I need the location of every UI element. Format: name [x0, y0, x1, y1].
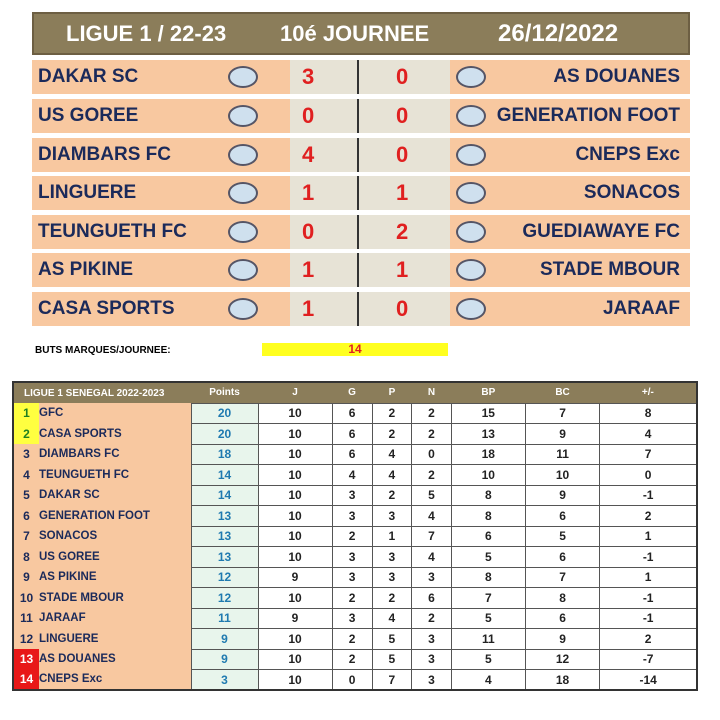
goals-for: 18: [451, 444, 525, 465]
won: 2: [332, 588, 372, 609]
home-score: 1: [302, 180, 315, 205]
goals-value: 14: [262, 343, 448, 356]
goals-for: 13: [451, 424, 525, 445]
drawn: 3: [412, 670, 452, 691]
drawn: 0: [412, 444, 452, 465]
played: 10: [258, 444, 332, 465]
score-divider: [357, 99, 359, 133]
home-club-logo-icon: [228, 182, 258, 204]
won: 6: [332, 424, 372, 445]
home-club-logo-icon: [228, 144, 258, 166]
goals-for: 8: [451, 567, 525, 588]
column-header: BP: [451, 382, 525, 403]
league-title: LIGUE 1 / 22-23: [66, 20, 227, 46]
away-club-logo-icon: [456, 144, 486, 166]
home-club-logo-icon: [228, 105, 258, 127]
home-score: 1: [302, 296, 315, 321]
goals-for: 4: [451, 670, 525, 691]
table-row: [13, 567, 697, 588]
away-club-logo-icon: [456, 221, 486, 243]
won: 4: [332, 465, 372, 486]
rank: 8: [13, 547, 39, 568]
goal-diff: 4: [600, 424, 697, 445]
away-score: 0: [396, 103, 409, 128]
lost: 4: [372, 444, 412, 465]
drawn: 5: [412, 485, 452, 506]
home-team: AS PIKINE: [38, 259, 134, 280]
rank: 5: [13, 485, 39, 506]
won: 0: [332, 670, 372, 691]
team-name: AS PIKINE: [39, 567, 191, 588]
points: 12: [191, 567, 258, 588]
table-row: [13, 465, 697, 486]
goal-diff: -1: [600, 588, 697, 609]
home-score: 1: [302, 257, 315, 282]
goal-diff: 2: [600, 629, 697, 650]
away-team: AS DOUANES: [553, 66, 680, 87]
played: 10: [258, 670, 332, 691]
home-club-logo-icon: [228, 259, 258, 281]
team-name: CNEPS Exc: [39, 670, 191, 691]
won: 6: [332, 444, 372, 465]
played: 9: [258, 567, 332, 588]
played: 10: [258, 465, 332, 486]
goals-against: 8: [525, 588, 599, 609]
lost: 2: [372, 403, 412, 424]
won: 2: [332, 629, 372, 650]
rank: 14: [13, 670, 39, 691]
lost: 2: [372, 424, 412, 445]
away-team: STADE MBOUR: [539, 259, 680, 280]
points: 13: [191, 547, 258, 568]
column-header: J: [258, 382, 332, 403]
rank: 11: [13, 608, 39, 629]
won: 3: [332, 547, 372, 568]
goal-diff: 1: [600, 567, 697, 588]
won: 2: [332, 526, 372, 547]
home-team: DIAMBARS FC: [38, 144, 171, 165]
home-club-logo-icon: [228, 298, 258, 320]
team-name: DAKAR SC: [39, 485, 191, 506]
played: 10: [258, 506, 332, 527]
team-name: GFC: [39, 403, 191, 424]
goals-for: 8: [451, 506, 525, 527]
away-club-logo-icon: [456, 105, 486, 127]
score-divider: [357, 176, 359, 210]
score-divider: [357, 215, 359, 249]
points: 9: [191, 629, 258, 650]
rank: 13: [13, 649, 39, 670]
column-header: +/-: [600, 382, 697, 403]
goal-diff: 8: [600, 403, 697, 424]
goal-diff: 1: [600, 526, 697, 547]
drawn: 4: [412, 506, 452, 527]
home-club-logo-icon: [228, 66, 258, 88]
points: 14: [191, 465, 258, 486]
points: 12: [191, 588, 258, 609]
rank: 10: [13, 588, 39, 609]
lost: 5: [372, 649, 412, 670]
points: 3: [191, 670, 258, 691]
match-row: [32, 60, 690, 94]
goals-against: 11: [525, 444, 599, 465]
points: 20: [191, 403, 258, 424]
column-header: G: [332, 382, 372, 403]
goals-against: 18: [525, 670, 599, 691]
match-row: [32, 253, 690, 287]
away-team: GENERATION FOOT: [496, 105, 680, 126]
home-club-logo-icon: [228, 221, 258, 243]
played: 10: [258, 485, 332, 506]
matchday-header: [32, 12, 690, 55]
away-team: JARAAF: [602, 298, 680, 319]
lost: 5: [372, 629, 412, 650]
table-row: [13, 506, 697, 527]
goals-against: 6: [525, 506, 599, 527]
goals-label: BUTS MARQUES/JOURNEE:: [35, 345, 171, 356]
points: 20: [191, 424, 258, 445]
match-date: 26/12/2022: [498, 19, 619, 47]
match-row: [32, 292, 690, 326]
goals-for: 7: [451, 588, 525, 609]
won: 3: [332, 485, 372, 506]
points: 13: [191, 526, 258, 547]
played: 10: [258, 526, 332, 547]
table-row: [13, 608, 697, 629]
away-team: SONACOS: [583, 182, 680, 203]
table-row: [13, 424, 697, 445]
match-row: [32, 176, 690, 210]
drawn: 2: [412, 465, 452, 486]
goals-for: 8: [451, 485, 525, 506]
points: 11: [191, 608, 258, 629]
drawn: 7: [412, 526, 452, 547]
points: 18: [191, 444, 258, 465]
rank: 12: [13, 629, 39, 650]
rank: 7: [13, 526, 39, 547]
drawn: 3: [412, 649, 452, 670]
played: 10: [258, 588, 332, 609]
table-row: [13, 649, 697, 670]
goals-for: 5: [451, 608, 525, 629]
points: 14: [191, 485, 258, 506]
column-header: BC: [525, 382, 599, 403]
away-score: 1: [396, 180, 409, 205]
goal-diff: 2: [600, 506, 697, 527]
score-divider: [357, 253, 359, 287]
drawn: 6: [412, 588, 452, 609]
team-name: JARAAF: [39, 608, 191, 629]
played: 10: [258, 424, 332, 445]
goals-against: 9: [525, 485, 599, 506]
goal-diff: -7: [600, 649, 697, 670]
column-header: LIGUE 1 SENEGAL 2022-2023: [13, 382, 191, 403]
table-row: [13, 588, 697, 609]
away-score: 1: [396, 257, 409, 282]
lost: 3: [372, 547, 412, 568]
away-club-logo-icon: [456, 298, 486, 320]
score-divider: [357, 292, 359, 326]
team-name: DIAMBARS FC: [39, 444, 191, 465]
points: 9: [191, 649, 258, 670]
column-header: P: [372, 382, 412, 403]
away-club-logo-icon: [456, 182, 486, 204]
away-team: CNEPS Exc: [575, 144, 680, 165]
match-row: [32, 215, 690, 249]
goals-for: 15: [451, 403, 525, 424]
matchday-title: 10é JOURNEE: [280, 20, 430, 46]
won: 6: [332, 403, 372, 424]
goals-against: 12: [525, 649, 599, 670]
team-name: US GOREE: [39, 547, 191, 568]
goals-against: 9: [525, 424, 599, 445]
lost: 4: [372, 608, 412, 629]
goals-against: 10: [525, 465, 599, 486]
goal-diff: -1: [600, 547, 697, 568]
goal-diff: 0: [600, 465, 697, 486]
match-row: [32, 138, 690, 172]
home-team: US GOREE: [38, 105, 139, 126]
played: 10: [258, 629, 332, 650]
goals-against: 7: [525, 403, 599, 424]
goals-against: 7: [525, 567, 599, 588]
team-name: AS DOUANES: [39, 649, 191, 670]
won: 2: [332, 649, 372, 670]
team-name: TEUNGUETH FC: [39, 465, 191, 486]
standings-table: [12, 381, 698, 691]
points: 13: [191, 506, 258, 527]
table-row: [13, 444, 697, 465]
home-team: CASA SPORTS: [38, 298, 175, 319]
away-score: 0: [396, 64, 409, 89]
team-name: GENERATION FOOT: [39, 506, 191, 527]
column-header: Points: [191, 382, 258, 403]
lost: 1: [372, 526, 412, 547]
rank: 3: [13, 444, 39, 465]
goals-against: 9: [525, 629, 599, 650]
home-team: LINGUERE: [38, 182, 137, 203]
lost: 7: [372, 670, 412, 691]
rank: 6: [13, 506, 39, 527]
rank: 1: [13, 403, 39, 424]
goal-diff: 7: [600, 444, 697, 465]
won: 3: [332, 567, 372, 588]
goal-diff: -1: [600, 608, 697, 629]
team-name: LINGUERE: [39, 629, 191, 650]
score-divider: [357, 60, 359, 94]
away-club-logo-icon: [456, 66, 486, 88]
away-team: GUEDIAWAYE FC: [522, 221, 680, 242]
home-team: DAKAR SC: [38, 66, 139, 87]
goals-for: 11: [451, 629, 525, 650]
played: 10: [258, 649, 332, 670]
goals-for: 10: [451, 465, 525, 486]
score-divider: [357, 138, 359, 172]
home-score: 4: [302, 142, 315, 167]
drawn: 2: [412, 403, 452, 424]
home-score: 0: [302, 103, 315, 128]
lost: 3: [372, 506, 412, 527]
match-row: [32, 99, 690, 133]
away-score: 0: [396, 296, 409, 321]
drawn: 2: [412, 608, 452, 629]
lost: 3: [372, 567, 412, 588]
team-name: SONACOS: [39, 526, 191, 547]
team-name: CASA SPORTS: [39, 424, 191, 445]
goal-diff: -14: [600, 670, 697, 691]
table-row: [13, 629, 697, 650]
away-score: 0: [396, 142, 409, 167]
lost: 2: [372, 485, 412, 506]
goals-against: 5: [525, 526, 599, 547]
away-score: 2: [396, 219, 409, 244]
table-row: [13, 670, 697, 691]
played: 9: [258, 608, 332, 629]
column-header: N: [412, 382, 452, 403]
won: 3: [332, 608, 372, 629]
table-row: [13, 547, 697, 568]
played: 10: [258, 547, 332, 568]
goals-for: 5: [451, 649, 525, 670]
home-team: TEUNGUETH FC: [38, 221, 187, 242]
team-name: STADE MBOUR: [39, 588, 191, 609]
table-row: [13, 485, 697, 506]
lost: 2: [372, 588, 412, 609]
lost: 4: [372, 465, 412, 486]
goals-for: 5: [451, 547, 525, 568]
home-score: 0: [302, 219, 315, 244]
won: 3: [332, 506, 372, 527]
rank: 4: [13, 465, 39, 486]
rank: 2: [13, 424, 39, 445]
table-row: [13, 526, 697, 547]
away-club-logo-icon: [456, 259, 486, 281]
played: 10: [258, 403, 332, 424]
drawn: 3: [412, 629, 452, 650]
goals-against: 6: [525, 608, 599, 629]
goals-against: 6: [525, 547, 599, 568]
goals-for: 6: [451, 526, 525, 547]
drawn: 2: [412, 424, 452, 445]
goal-diff: -1: [600, 485, 697, 506]
drawn: 4: [412, 547, 452, 568]
table-row: [13, 403, 697, 424]
home-score: 3: [302, 64, 315, 89]
drawn: 3: [412, 567, 452, 588]
rank: 9: [13, 567, 39, 588]
